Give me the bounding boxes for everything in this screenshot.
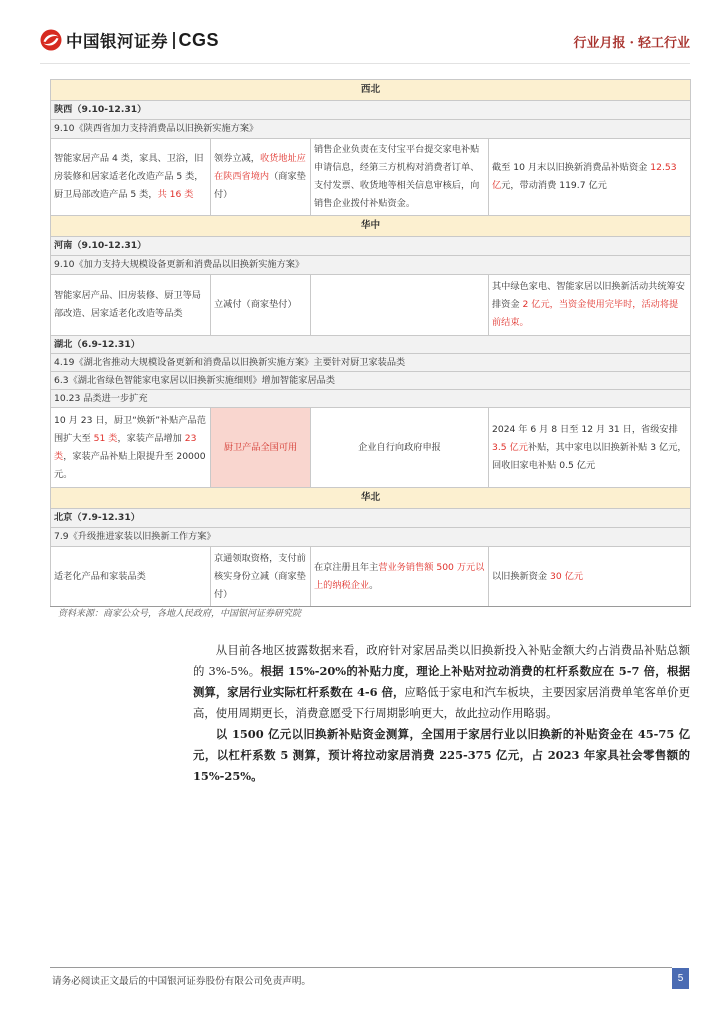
funds-highlight: 30 亿元 — [550, 570, 584, 582]
policy-row — [51, 372, 691, 390]
policy-document: 7.9《升级推进家装以旧换新工作方案》 — [51, 528, 691, 547]
categories-text: 10 月 23 日，厨卫“焕新”补贴产品范围扩大至 — [54, 414, 206, 444]
region-row-north — [51, 488, 691, 509]
region-label: 西北 — [51, 80, 691, 101]
policy-document: 9.10《加力支持大规模设备更新和消费品以旧换新实施方案》 — [51, 256, 691, 275]
table-source-note: 资料来源：商家公众号，各地人民政府，中国银河证券研究院 — [58, 609, 302, 619]
subsidy-funds-cell — [489, 275, 691, 336]
province-title-cell — [51, 509, 691, 528]
logo-name: 中国银河证券 — [66, 32, 168, 51]
funds-highlight: 3.5 亿元 — [492, 441, 528, 453]
paragraph-leverage — [193, 640, 690, 724]
funds-text: 补贴，其中家电以旧换新补贴 3 亿元，回收旧家电补贴 0.5 亿元 — [492, 441, 687, 471]
categories-highlight: 23 类 — [54, 432, 197, 462]
province-title-cell — [51, 237, 691, 256]
policy-document: 10.23 品类进一步扩充 — [51, 390, 691, 408]
policy-detail-row — [51, 139, 691, 216]
province-row-beijing — [51, 509, 691, 528]
policy-document: 9.10《陕西省加力支持消费品以旧换新实施方案》 — [51, 120, 691, 139]
policy-detail-row — [51, 275, 691, 336]
logo-divider — [173, 32, 175, 49]
categories-text: 智能家居产品 4 类，家具、卫浴，旧房装修和居家适老化改造产品 5 类，厨卫局部改造产品 5 类， — [54, 153, 204, 200]
policy-detail-row — [51, 408, 691, 488]
province-row-hubei — [51, 336, 691, 354]
page-number: 5 — [672, 968, 689, 989]
method-highlight: 收货地址应在陕西省境内 — [214, 153, 306, 182]
region-label: 华北 — [51, 488, 691, 509]
policy-row — [51, 120, 691, 139]
policy-document: 4.19《湖北省推动大规模设备更新和消费品以旧换新实施方案》主要针对厨卫家装品类 — [51, 354, 691, 372]
province-title: 北京（7.9-12.31） — [54, 512, 140, 523]
tag-separator: · — [629, 36, 634, 51]
funds-text: 截至 10 月末以旧换新消费品补贴资金 — [492, 162, 651, 173]
analysis-text — [193, 640, 690, 787]
eligible-categories-cell: 适老化产品和家装品类 — [51, 547, 211, 607]
header-divider — [40, 63, 690, 64]
report-category-tag — [573, 32, 690, 51]
report-type: 行业月报 — [573, 36, 626, 51]
paragraph-bold-text: 根据 15%-20%的补贴力度，理论上补贴对拉动消费的杠杆系数应在 5-7 倍，根据测算，家居行业实际杠杆系数在 4-6 倍， — [193, 664, 690, 699]
funds-highlight: 12.53 亿 — [492, 162, 677, 191]
subject-text: 销售企业负责在支付宝平台提交家电补贴申请信息，经第三方机构对消费者订单、支付发票、收货地等相关信息审核后，向销售企业拨付补贴资金。 — [314, 144, 480, 209]
funds-highlight: 2 亿元，当资金使用完毕时，活动将提前结束。 — [492, 299, 679, 328]
disclaimer-note: 请务必阅读正文最后的中国银河证券股份有限公司免责声明。 — [52, 976, 312, 987]
subsidy-method-cell — [211, 139, 311, 216]
funds-text: 元，带动消费 119.7 亿元 — [501, 180, 607, 191]
province-title-cell — [51, 101, 691, 120]
province-title: 陕西（9.10-12.31） — [54, 104, 147, 115]
subsidy-method-cell: 厨卫产品全国可用 — [211, 408, 311, 488]
subject-highlight: 营业务销售额 500 万元以上的纳税企业 — [314, 561, 485, 591]
galaxy-logo-icon — [40, 29, 62, 51]
paragraph-text: 从目前各地区披露数据来看，政府针对家居品类以旧换新投入补贴金额大约占消费品补贴总额的 3%-5%。 — [193, 643, 690, 678]
eligible-categories-cell — [51, 408, 211, 488]
province-title: 河南（9.10-12.31） — [54, 240, 147, 251]
eligible-categories-cell — [51, 139, 211, 216]
paragraph-estimate: 以 1500 亿元以旧换新补贴资金测算，全国用于家居行业以旧换新的补贴资金在 45-75 亿元，以杠杆系数 5 测算，预计将拉动家居消费 225-375 亿元，占 2023 年家具社会零售额的 15%-25%。 — [193, 727, 690, 783]
province-row-shaanxi — [51, 101, 691, 120]
application-subject-cell: 企业自行向政府申报 — [311, 408, 489, 488]
subject-text: 在京注册且年主 — [314, 561, 379, 573]
subsidy-funds-cell — [489, 547, 691, 607]
subsidy-method-cell: 立减付（商家垫付） — [211, 275, 311, 336]
province-title-cell — [51, 336, 691, 354]
policy-detail-row — [51, 547, 691, 607]
province-title: 湖北（6.9-12.31） — [54, 338, 140, 350]
region-row-northwest — [51, 80, 691, 101]
paragraph-text: 应略低于家电和汽车板块，主要因家居消费单笔客单价更高，使用周期更长，消费意愿受下行周期影响更大，故此拉动作用略弱。 — [193, 685, 690, 720]
footer-divider — [50, 967, 672, 968]
subsidy-method-cell: 京通领取资格，支付前核实身份立减（商家垫付） — [211, 547, 311, 607]
application-subject-cell — [311, 547, 489, 607]
policy-row — [51, 354, 691, 372]
categories-text: ，家装产品增加 — [117, 432, 185, 444]
funds-text: 2024 年 6 月 8 日至 12 月 31 日，省级安排 — [492, 423, 678, 435]
application-subject-cell — [311, 139, 489, 216]
application-subject-cell — [311, 275, 489, 336]
funds-text: 以旧换新资金 — [492, 570, 551, 582]
policy-document: 6.3《湖北省绿色智能家电家居以旧换新实施细则》增加智能家居品类 — [51, 372, 691, 390]
funds-text: 其中绿色家电、智能家居以旧换新活动共统筹安排资金 — [492, 281, 685, 310]
method-text: （商家垫付） — [214, 171, 306, 200]
categories-highlight: 共 16 类 — [157, 189, 194, 200]
subject-text: 。 — [369, 579, 379, 591]
industry-name: 轻工行业 — [637, 36, 690, 51]
logo-abbr: CGS — [178, 29, 220, 50]
policy-row — [51, 256, 691, 275]
subsidy-funds-cell — [489, 408, 691, 488]
policy-row — [51, 528, 691, 547]
categories-highlight: 51 类 — [93, 432, 118, 444]
province-row-henan — [51, 237, 691, 256]
region-label: 华中 — [51, 216, 691, 237]
subsidy-funds-cell — [489, 139, 691, 216]
policy-table — [50, 79, 691, 607]
policy-row — [51, 390, 691, 408]
region-row-central — [51, 216, 691, 237]
eligible-categories-cell: 智能家居产品、旧房装修、厨卫等局部改造、居家适老化改造等品类 — [51, 275, 211, 336]
categories-text: ，家装产品补贴上限提升至 20000 元。 — [54, 450, 206, 480]
company-logo — [40, 27, 219, 53]
method-text: 领券立减， — [214, 153, 260, 164]
